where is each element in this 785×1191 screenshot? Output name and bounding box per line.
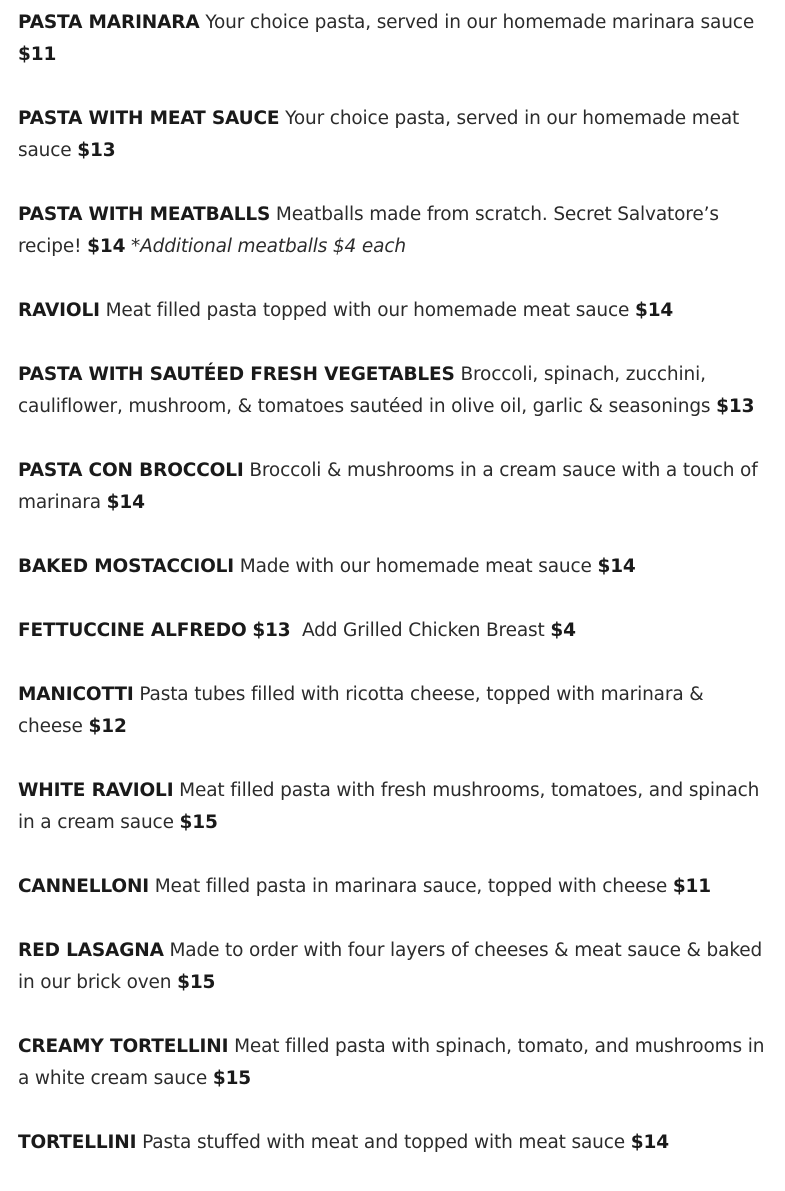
item-description: Your choice pasta, served in our homemade meat sauce — [18, 108, 740, 161]
menu-item-fettuccine-alfredo — [18, 615, 770, 647]
menu-item-white-ravioli — [18, 775, 770, 839]
item-description: Meatballs made from scratch. Secret Salvatore’s recipe! — [18, 204, 719, 257]
item-name: RAVIOLI — [18, 300, 100, 321]
pasta-menu — [18, 7, 770, 1191]
item-addon-text: Add Grilled Chicken Breast — [301, 620, 545, 641]
item-name: PASTA WITH MEATBALLS — [18, 204, 271, 225]
menu-item-ravioli — [18, 295, 770, 327]
item-price: $14 — [106, 492, 145, 513]
item-price: $15 — [212, 1068, 252, 1089]
item-name: WHITE RAVIOLI — [18, 780, 174, 801]
item-price: $15 — [179, 812, 218, 833]
item-price: $13 — [252, 620, 291, 641]
item-description: Broccoli & mushrooms in a cream sauce with a touch of marinara — [18, 460, 758, 513]
menu-item-pasta-marinara — [18, 7, 770, 71]
item-name: MANICOTTI — [18, 684, 134, 705]
item-description: Your choice pasta, served in our homemade marinara sauce — [205, 12, 755, 33]
item-description: Pasta tubes filled with ricotta cheese, topped with marinara & cheese — [18, 684, 704, 737]
item-price: $12 — [88, 716, 127, 737]
item-name: PASTA MARINARA — [18, 12, 200, 33]
item-name: RED LASAGNA — [18, 940, 164, 961]
menu-item-creamy-tortellini — [18, 1031, 770, 1095]
item-addon-price: $4 — [550, 620, 576, 641]
item-description: Meat filled pasta topped with our homemade meat sauce — [105, 300, 630, 321]
menu-item-baked-mostaccioli — [18, 551, 770, 583]
menu-item-pasta-with-sauteed-fresh-vegetables — [18, 359, 770, 423]
item-description: Meat filled pasta with fresh mushrooms, tomatoes, and spinach in a cream sauce — [18, 780, 760, 833]
menu-item-manicotti — [18, 679, 770, 743]
item-name: CANNELLONI — [18, 876, 150, 897]
item-price: $11 — [18, 44, 57, 65]
item-price: $13 — [716, 396, 755, 417]
item-description: Pasta stuffed with meat and topped with meat sauce — [142, 1132, 626, 1153]
item-name: FETTUCCINE ALFREDO — [18, 620, 247, 641]
item-name: PASTA WITH MEAT SAUCE — [18, 108, 280, 129]
menu-item-pasta-with-meatballs — [18, 199, 770, 263]
item-price: $11 — [672, 876, 711, 897]
menu-item-pasta-with-meat-sauce — [18, 103, 770, 167]
item-price: $14 — [597, 556, 636, 577]
item-description: Made with our homemade meat sauce — [239, 556, 592, 577]
item-price: $15 — [177, 972, 216, 993]
item-description: Made to order with four layers of cheeses & meat sauce & baked in our brick oven — [18, 940, 763, 993]
item-name: CREAMY TORTELLINI — [18, 1036, 229, 1057]
item-name: PASTA WITH SAUTÉED FRESH VEGETABLES — [18, 364, 455, 385]
item-name: PASTA CON BROCCOLI — [18, 460, 244, 481]
item-description: Broccoli, spinach, zucchini, cauliflower, mushroom, & tomatoes sautéed in olive oil, garlic & seasonings — [18, 364, 711, 417]
menu-item-tortellini — [18, 1127, 770, 1159]
item-price: $13 — [77, 140, 116, 161]
item-price: $14 — [630, 1132, 669, 1153]
item-name: BAKED MOSTACCIOLI — [18, 556, 235, 577]
menu-item-red-lasagna — [18, 935, 770, 999]
menu-item-pasta-con-broccoli — [18, 455, 770, 519]
item-description: Meat filled pasta with spinach, tomato, and mushrooms in a white cream sauce — [18, 1036, 765, 1089]
item-description: Meat filled pasta in marinara sauce, topped with cheese — [154, 876, 668, 897]
item-price: $14 — [634, 300, 674, 321]
item-name: TORTELLINI — [18, 1132, 137, 1153]
item-price: $14 — [87, 236, 126, 257]
menu-item-cannelloni — [18, 871, 770, 903]
item-note: *Additional meatballs $4 each — [131, 236, 406, 257]
